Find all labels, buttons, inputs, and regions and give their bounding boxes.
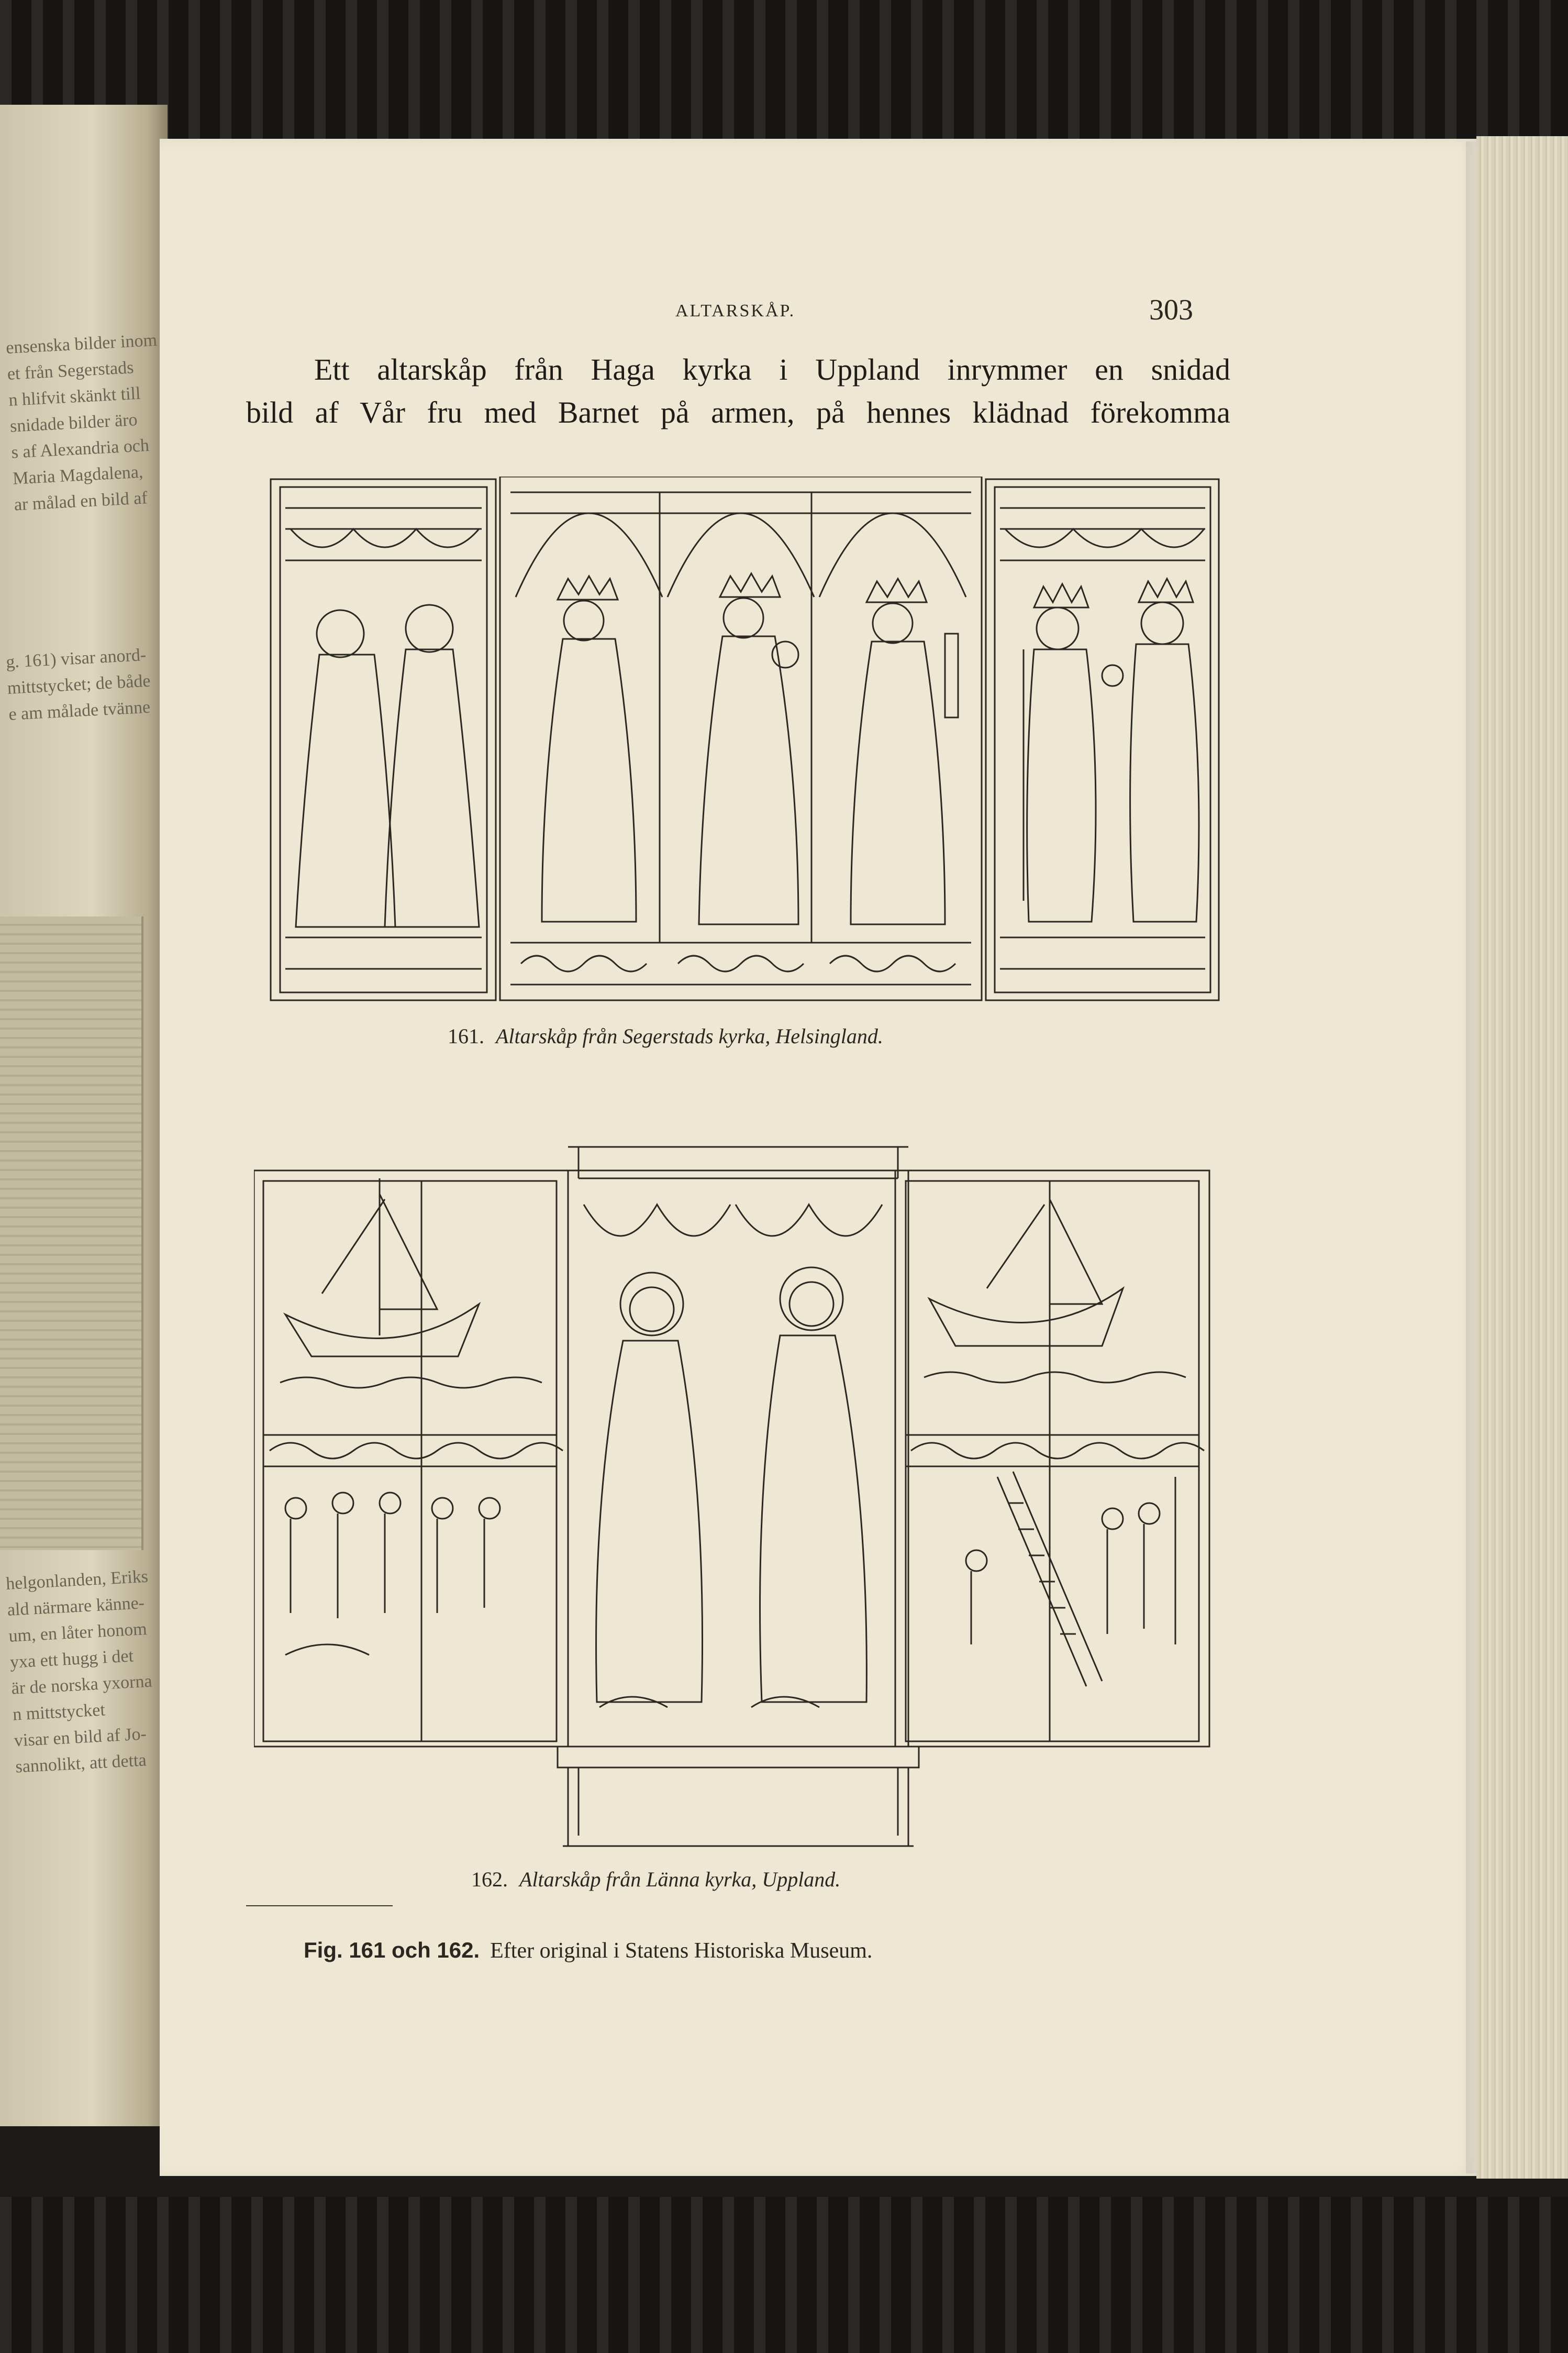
body-paragraph: [246, 348, 1230, 434]
previous-page-text-bottom: helgonlanden, Eriks ald närmare känne- um, en låter honom yxa ett hugg i det är de norska yxorna n mittstycket visar en bild af Jo- sannolikt, att detta: [5, 1566, 153, 1777]
crowned-king-figure: [1102, 579, 1199, 922]
background-mat-top: [0, 0, 1568, 152]
previous-page-figure: [0, 916, 143, 1550]
caption-text: Altarskåp från Länna kyrka, Uppland.: [519, 1868, 841, 1891]
figure-161-caption: [448, 1024, 883, 1048]
virgin-and-child-figure: [699, 573, 798, 924]
saint-figure: [296, 610, 395, 927]
body-line: bild af Vår fru med Barnet på armen, på hennes klädnad förekomma: [246, 395, 1230, 429]
altar-base: [558, 1747, 919, 1846]
footnote-text: Efter original i Statens Historiska Museum.: [490, 1939, 873, 1963]
running-head: ALTARSKÅP.: [675, 301, 796, 321]
saint-figure: [760, 1267, 867, 1702]
gothic-canopy: [579, 1178, 898, 1236]
previous-page: [0, 105, 168, 2126]
ship-scene: [924, 1184, 1186, 1383]
page-edges: [1476, 136, 1568, 2179]
background-mat-bottom: [0, 2197, 1568, 2353]
ladder-scene: [966, 1472, 1175, 1686]
body-line: Ett altarskåp från Haga kyrka i Uppland inrymmer en snidad: [314, 352, 1230, 386]
crowned-saint-figure: [851, 579, 958, 924]
figure-number: 162.: [471, 1868, 508, 1891]
ship-scene: [280, 1178, 542, 1388]
figure-162-caption: [471, 1867, 840, 1892]
martyrdom-scene: [285, 1493, 500, 1655]
saint-figure: [385, 605, 479, 927]
footnote-rule: [246, 1905, 393, 1906]
figure-162-illustration: [254, 1142, 1212, 1864]
previous-page-text-top: ensenska bilder inom et från Segerstads n hlifvit skänkt till snidade bilder äro s af Alexandria och Maria Magdalena, ar målad en bild af: [5, 330, 158, 515]
footnote: [304, 1938, 872, 1963]
crowned-saint-figure: [542, 576, 636, 922]
crowned-king-figure: [1024, 584, 1096, 922]
footnote-label: Fig. 161 och 162.: [304, 1938, 480, 1962]
predella-frieze: [285, 937, 1205, 985]
caption-text: Altarskåp från Segerstads kyrka, Helsingland.: [496, 1024, 883, 1048]
figure-161-illustration: [270, 477, 1222, 1003]
page-number: 303: [1149, 294, 1193, 326]
previous-page-text-mid: g. 161) visar anord- mittstycket; de både e am målade tvänne: [5, 645, 151, 724]
saint-figure: [596, 1273, 703, 1702]
gothic-tracery: [285, 492, 1205, 943]
figure-number: 161.: [448, 1024, 484, 1048]
